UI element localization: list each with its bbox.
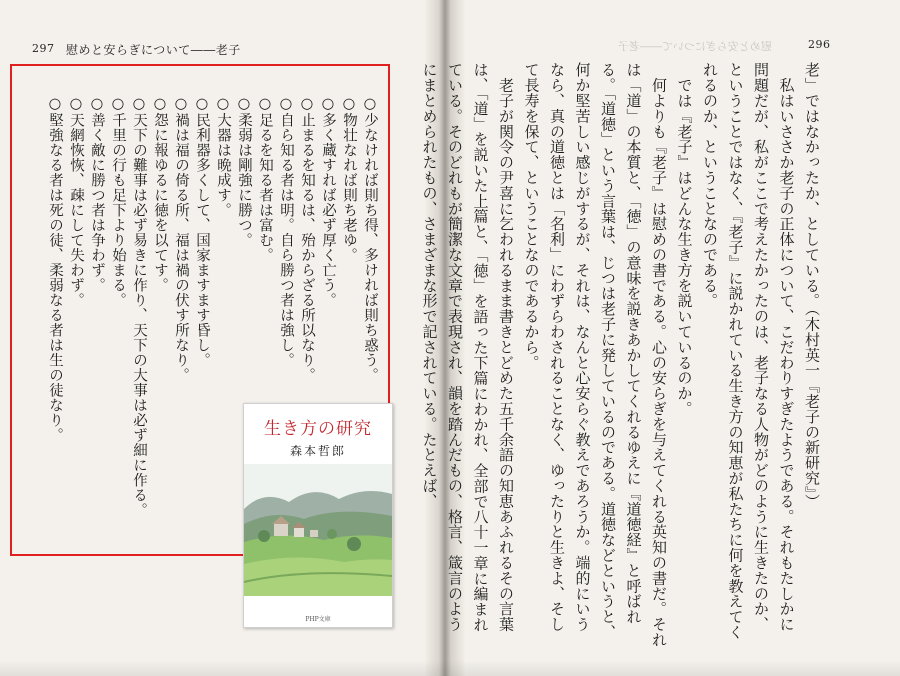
body-text <box>416 62 824 662</box>
text-line: にまとめられたもの、さまざまな形で記されている。たとえば、 <box>420 62 439 509</box>
proverb-line: ○柔弱は剛強に勝つ。 <box>236 96 252 248</box>
left-running-title: 慰めと安らぎについて――老子 <box>66 43 241 57</box>
text-line: ということではなく、『老子』に説かれている生き方の知恵が私たちに何を教えてく <box>726 62 745 640</box>
show-through-header: 慰めと安らぎについて――老子 <box>618 40 772 53</box>
text-line: は「道」の本質と、「徳」の意味を説きあかしてくれるゆえに『道徳経』と呼ばれ <box>624 62 643 625</box>
text-line: 問題だが、私がここで考えたかったのは、老子なる人物がどのように生きたのか、 <box>752 62 770 632</box>
text-line: る。「道徳」という言葉は、じつは老子に発しているのである。道徳などというと、 <box>599 62 617 640</box>
book-cover <box>243 403 393 628</box>
right-page-number: 296 <box>808 38 831 51</box>
text-line: 私はいささか老子の正体について、こだわりすぎたようである。それもたしかに <box>777 62 796 632</box>
proverb-line: ○足るを知る者は富む。 <box>257 96 273 263</box>
proverb-line: ○大器は晩成す。 <box>215 96 231 218</box>
proverb-line: ○堅強なる者は死の徒、柔弱なる者は生の徒なり。 <box>47 96 63 443</box>
cover-publisher: PHP文庫 <box>305 616 331 623</box>
cover-title: 生き方の研究 <box>264 419 372 439</box>
proverb-line: ○善く敵に勝つ者は争わず。 <box>89 96 105 293</box>
text-line: なら、真の道徳とは「名利」にわずらわされることなく、ゆったりと生きよ、そし <box>548 62 566 632</box>
text-line: ている。そのどれもが簡潔な文章で表現され、韻を踏んだもの、格言、箴言のよう <box>446 62 464 632</box>
proverb-line: ○多く蔵すれば必ず厚く亡う。 <box>320 96 336 308</box>
left-page-number: 297 <box>32 42 55 55</box>
proverb-line: ○天網恢恢、疎にして失わず。 <box>68 96 84 308</box>
proverb-line: ○少なければ則ち得、多ければ則ち惑う。 <box>362 96 378 383</box>
text-line: れるのか、ということなのである。 <box>701 62 719 309</box>
cover-landscape-illustration <box>244 464 392 596</box>
proverb-line: ○物壮なれば則ち老ゆ。 <box>341 96 357 263</box>
proverb-line: ○自ら知る者は明。自ら勝つ者は強し。 <box>278 96 294 368</box>
proverb-line: ○禍は福の倚る所、福は禍の伏す所なり。 <box>173 96 189 383</box>
proverb-line: ○怨に報ゆるに徳を以てす。 <box>152 96 168 293</box>
text-line: 老」ではなかったか、としている。（木村英一『老子の新研究』） <box>803 62 821 509</box>
text-line: 何か堅苦しい感じがするが、それは、なんと心安らぐ教えであろうか。端的にいう <box>573 62 592 632</box>
proverb-line: ○天下の難事は必ず易きに作り、天下の大事は必ず細に作る。 <box>131 96 147 518</box>
text-line: 何よりも『老子』は慰めの書である。心の安らぎを与えてくれる英知の書だ。それ <box>650 62 668 648</box>
proverb-line: ○止まるを知るは、殆からざる所以なり。 <box>299 96 315 383</box>
cover-author: 森本哲郎 <box>289 444 346 458</box>
text-line: 老子が関令の尹喜に乞われるまま書きとどめた五千余語の知恵あふれるその言葉 <box>497 62 515 632</box>
text-line: は、「道」を説いた上篇と、「徳」を語った下篇にわかれ、全部で八十一章に編まれ <box>471 62 490 633</box>
page-shadow <box>0 660 900 676</box>
proverb-line: ○民利器多くして、国家ますます昏し。 <box>194 96 210 368</box>
text-line: て長寿を保て、ということなのであるから。 <box>522 62 541 370</box>
proverb-line: ○千里の行も足下より始まる。 <box>110 96 126 308</box>
text-line: では『老子』はどんな生き方を説いているのか。 <box>675 62 694 417</box>
